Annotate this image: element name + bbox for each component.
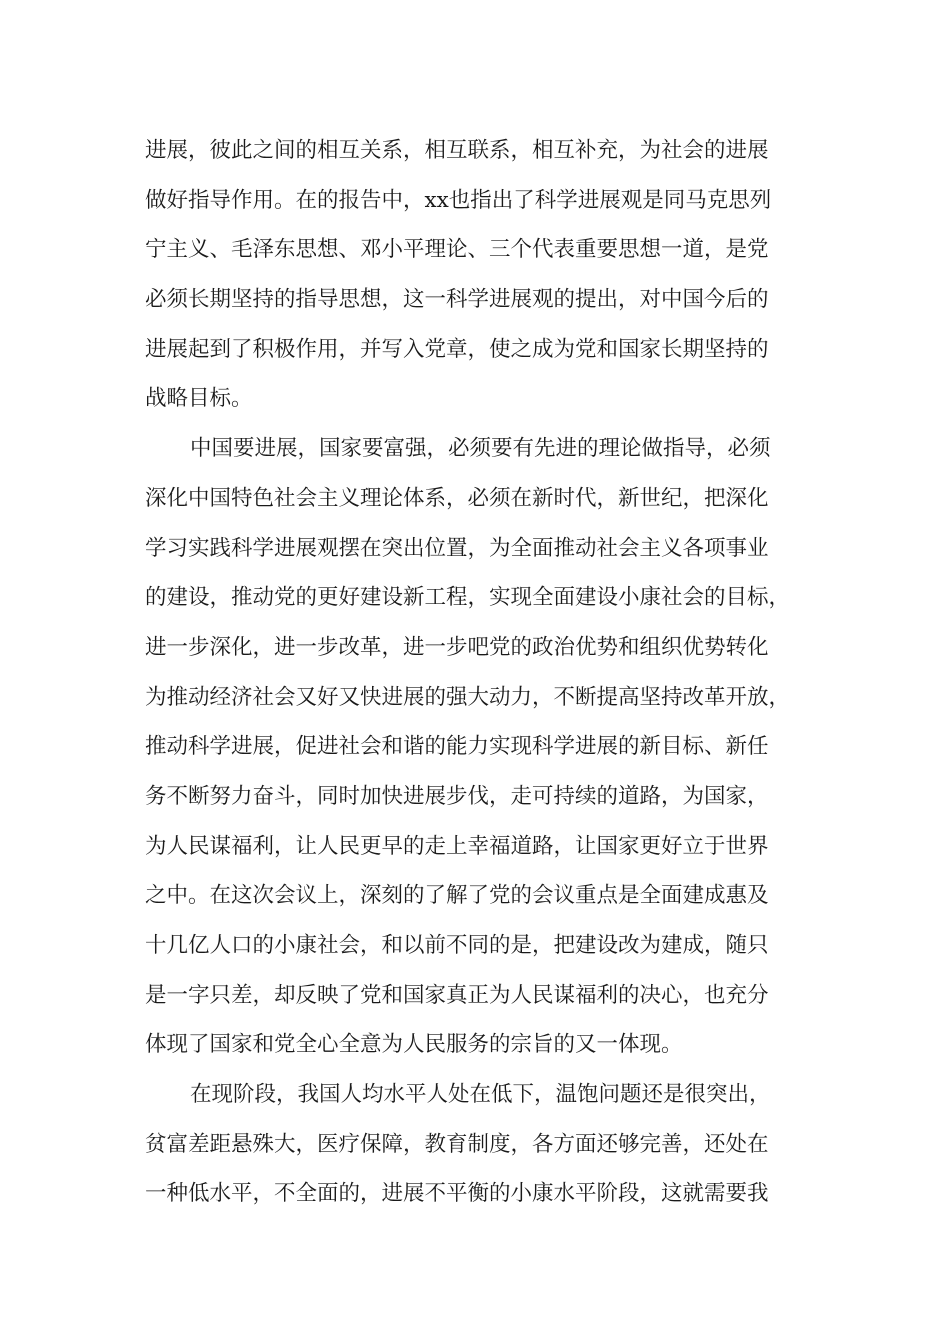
- text-line: 十几亿人口的小康社会，和以前不同的是，把建设改为建成，随只: [145, 933, 769, 958]
- text-line: 为人民谋福利，让人民更早的走上幸福道路，让国家更好立于世界: [145, 833, 769, 859]
- document-body: [145, 126, 825, 1219]
- paragraph-first-line: 在现阶段，我国人均水平人处在低下，温饱问题还是很突出，: [190, 1082, 771, 1108]
- text-line: 必须长期坚持的指导思想，这一科学进展观的提出，对中国今后的: [145, 287, 769, 313]
- text-line: 一种低水平，不全面的，进展不平衡的小康水平阶段，这就需要我: [145, 1181, 769, 1207]
- text-line: 进一步深化，进一步改革，进一步吧党的政治优势和组织优势转化: [145, 634, 769, 660]
- text-line: 深化中国特色社会主义理论体系，必须在新时代，新世纪，把深化: [145, 485, 769, 511]
- text-line: 为推动经济社会又好又快进展的强大动力，不断提高坚持改革开放，: [145, 684, 791, 710]
- text-line: 战略目标。: [145, 386, 253, 412]
- text-line: 做好指导作用。在的报告中，xx也指出了科学进展观是同马克思列: [145, 187, 772, 213]
- text-line: 学习实践科学进展观摆在突出位置，为全面推动社会主义各项事业: [145, 535, 769, 561]
- text-line: 进展，彼此之间的相互关系，相互联系，相互补充，为社会的进展: [145, 138, 769, 163]
- paragraph-first-line: 中国要进展，国家要富强，必须要有先进的理论做指导，必须: [190, 436, 771, 462]
- text-line: 进展起到了积极作用，并写入党章，使之成为党和国家长期坚持的: [145, 336, 769, 362]
- text-line: 宁主义、毛泽东思想、邓小平理论、三个代表重要思想一道，是党: [145, 237, 769, 263]
- text-line: 贫富差距悬殊大，医疗保障，教育制度，各方面还够完善，还处在: [145, 1131, 769, 1157]
- text-line: 务不断努力奋斗，同时加快进展步伐，走可持续的道路，为国家，: [145, 783, 769, 809]
- text-line: 的建设，推动党的更好建设新工程，实现全面建设小康社会的目标，: [145, 585, 791, 611]
- text-line: 推动科学进展，促进社会和谐的能力实现科学进展的新目标、新任: [145, 734, 769, 760]
- text-line: 体现了国家和党全心全意为人民服务的宗旨的又一体现。: [145, 1032, 683, 1058]
- text-line: 之中。在这次会议上，深刻的了解了党的会议重点是全面建成惠及: [145, 883, 769, 909]
- text-line: 是一字只差，却反映了党和国家真正为人民谋福利的决心，也充分: [145, 982, 769, 1008]
